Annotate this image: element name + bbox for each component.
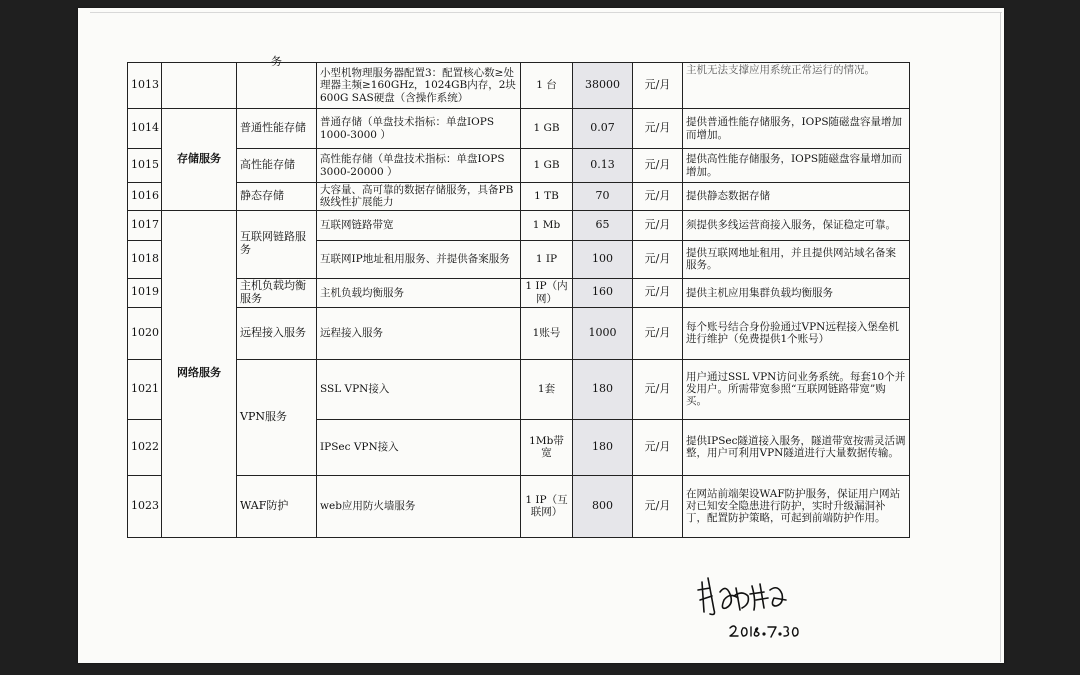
content-cell: IPSec VPN接入: [317, 419, 521, 475]
desc-cell: 提供普通性能存储服务，IOPS随磁盘容量增加而增加。: [683, 109, 910, 149]
qty-cell: 1 TB: [521, 183, 573, 211]
subcategory-cell: 远程接入服务: [237, 307, 317, 359]
subcategory-cell: 静态存储: [237, 183, 317, 211]
subcategory-cell: 互联网链路服务: [237, 210, 317, 278]
price-cell: 180: [573, 359, 633, 419]
desc-cell: 提供高性能存储服务，IOPS随磁盘容量增加而增加。: [683, 149, 910, 183]
price-cell: 38000: [573, 63, 633, 109]
price-cell: 0.07: [573, 109, 633, 149]
desc-cell: 在网站前端架设WAF防护服务，保证用户网站对已知安全隐患进行防护，实时升级漏洞补丁，配置防护策略，可起到前端防护作用。: [683, 475, 910, 537]
unit-cell: 元/月: [633, 240, 683, 278]
unit-cell: 元/月: [633, 278, 683, 307]
unit-cell: 元/月: [633, 419, 683, 475]
scan-edge-top: [90, 12, 1002, 13]
content-cell: 互联网链路带宽: [317, 210, 521, 240]
table-row: [128, 149, 910, 183]
qty-cell: 1账号: [521, 307, 573, 359]
qty-cell: 1 IP（内网）: [521, 278, 573, 307]
unit-cell: 元/月: [633, 109, 683, 149]
row-id: 1013: [128, 63, 162, 109]
qty-cell: 1 IP（互联网）: [521, 475, 573, 537]
content-cell: SSL VPN接入: [317, 359, 521, 419]
table-row: [128, 359, 910, 419]
content-cell: 互联网IP地址租用服务、并提供备案服务: [317, 240, 521, 278]
subcategory-cell: WAF防护: [237, 475, 317, 537]
table-row: [128, 183, 910, 211]
subcategory-cell: 务: [237, 63, 317, 109]
unit-cell: 元/月: [633, 359, 683, 419]
row-id: 1022: [128, 419, 162, 475]
table-row: [128, 307, 910, 359]
price-cell: 1000: [573, 307, 633, 359]
row-id: 1017: [128, 210, 162, 240]
content-cell: 高性能存储（单盘技术指标：单盘IOPS 3000-20000 ）: [317, 149, 521, 183]
unit-cell: 元/月: [633, 183, 683, 211]
desc-cell: 用户通过SSL VPN访问业务系统。每套10个并发用户。所需带宽参照“互联网链路带宽”购买。: [683, 359, 910, 419]
price-cell: 800: [573, 475, 633, 537]
qty-cell: 1 GB: [521, 109, 573, 149]
unit-cell: 元/月: [633, 307, 683, 359]
unit-cell: 元/月: [633, 63, 683, 109]
desc-cell: 提供静态数据存储: [683, 183, 910, 211]
table-row: [128, 475, 910, 537]
pricing-table: [127, 55, 910, 538]
subcategory-cell: VPN服务: [237, 359, 317, 475]
desc-cell: 主机无法支撑应用系统正常运行的情况。: [683, 63, 910, 109]
category-cell: 存储服务: [162, 109, 237, 211]
desc-cell: 提供IPSec隧道接入服务，隧道带宽按需灵活调整，用户可利用VPN隧道进行大量数据传输。: [683, 419, 910, 475]
qty-cell: 1Mb带宽: [521, 419, 573, 475]
content-cell: 普通存储（单盘技术指标：单盘IOPS 1000-3000 ）: [317, 109, 521, 149]
category-cell: [162, 63, 237, 109]
desc-cell: 须提供多线运营商接入服务，保证稳定可靠。: [683, 210, 910, 240]
price-cell: 180: [573, 419, 633, 475]
table-row: [128, 63, 910, 109]
qty-cell: 1 Mb: [521, 210, 573, 240]
qty-cell: 1 IP: [521, 240, 573, 278]
handwritten-signature: [690, 570, 820, 660]
price-cell: 0.13: [573, 149, 633, 183]
row-id: 1016: [128, 183, 162, 211]
price-cell: 70: [573, 183, 633, 211]
qty-cell: 1套: [521, 359, 573, 419]
desc-cell: 提供主机应用集群负载均衡服务: [683, 278, 910, 307]
price-cell: 65: [573, 210, 633, 240]
qty-cell: 1 GB: [521, 149, 573, 183]
content-cell: 小型机物理服务器配置3：配置核心数≥处理器主频≥160GHz，1024GB内存，2块600G SAS硬盘（含操作系统）: [317, 63, 521, 109]
unit-cell: 元/月: [633, 149, 683, 183]
price-cell: 100: [573, 240, 633, 278]
unit-cell: 元/月: [633, 210, 683, 240]
content-cell: 大容量、高可靠的数据存储服务，具备PB级线性扩展能力: [317, 183, 521, 211]
row-id: 1019: [128, 278, 162, 307]
content-cell: 远程接入服务: [317, 307, 521, 359]
subcategory-cell: 主机负载均衡服务: [237, 278, 317, 307]
unit-cell: 元/月: [633, 475, 683, 537]
content-cell: web应用防火墙服务: [317, 475, 521, 537]
category-cell: 网络服务: [162, 210, 237, 537]
row-id: 1021: [128, 359, 162, 419]
desc-cell: 提供互联网地址租用，并且提供网站域名备案服务。: [683, 240, 910, 278]
row-id: 1014: [128, 109, 162, 149]
row-id: 1020: [128, 307, 162, 359]
pricing-table-wrap: [127, 55, 909, 544]
scan-edge-right: [1000, 12, 1001, 662]
row-id: 1018: [128, 240, 162, 278]
row-id: 1023: [128, 475, 162, 537]
content-cell: 主机负载均衡服务: [317, 278, 521, 307]
qty-cell: 1 台: [521, 63, 573, 109]
table-row: [128, 210, 910, 240]
table-row: [128, 109, 910, 149]
subcategory-cell: 普通性能存储: [237, 109, 317, 149]
signature-drawing: [690, 570, 820, 660]
price-cell: 160: [573, 278, 633, 307]
desc-cell: 每个账号结合身份验通过VPN远程接入堡垒机进行维护（免费提供1个账号）: [683, 307, 910, 359]
row-id: 1015: [128, 149, 162, 183]
table-row: [128, 278, 910, 307]
subcategory-cell: 高性能存储: [237, 149, 317, 183]
